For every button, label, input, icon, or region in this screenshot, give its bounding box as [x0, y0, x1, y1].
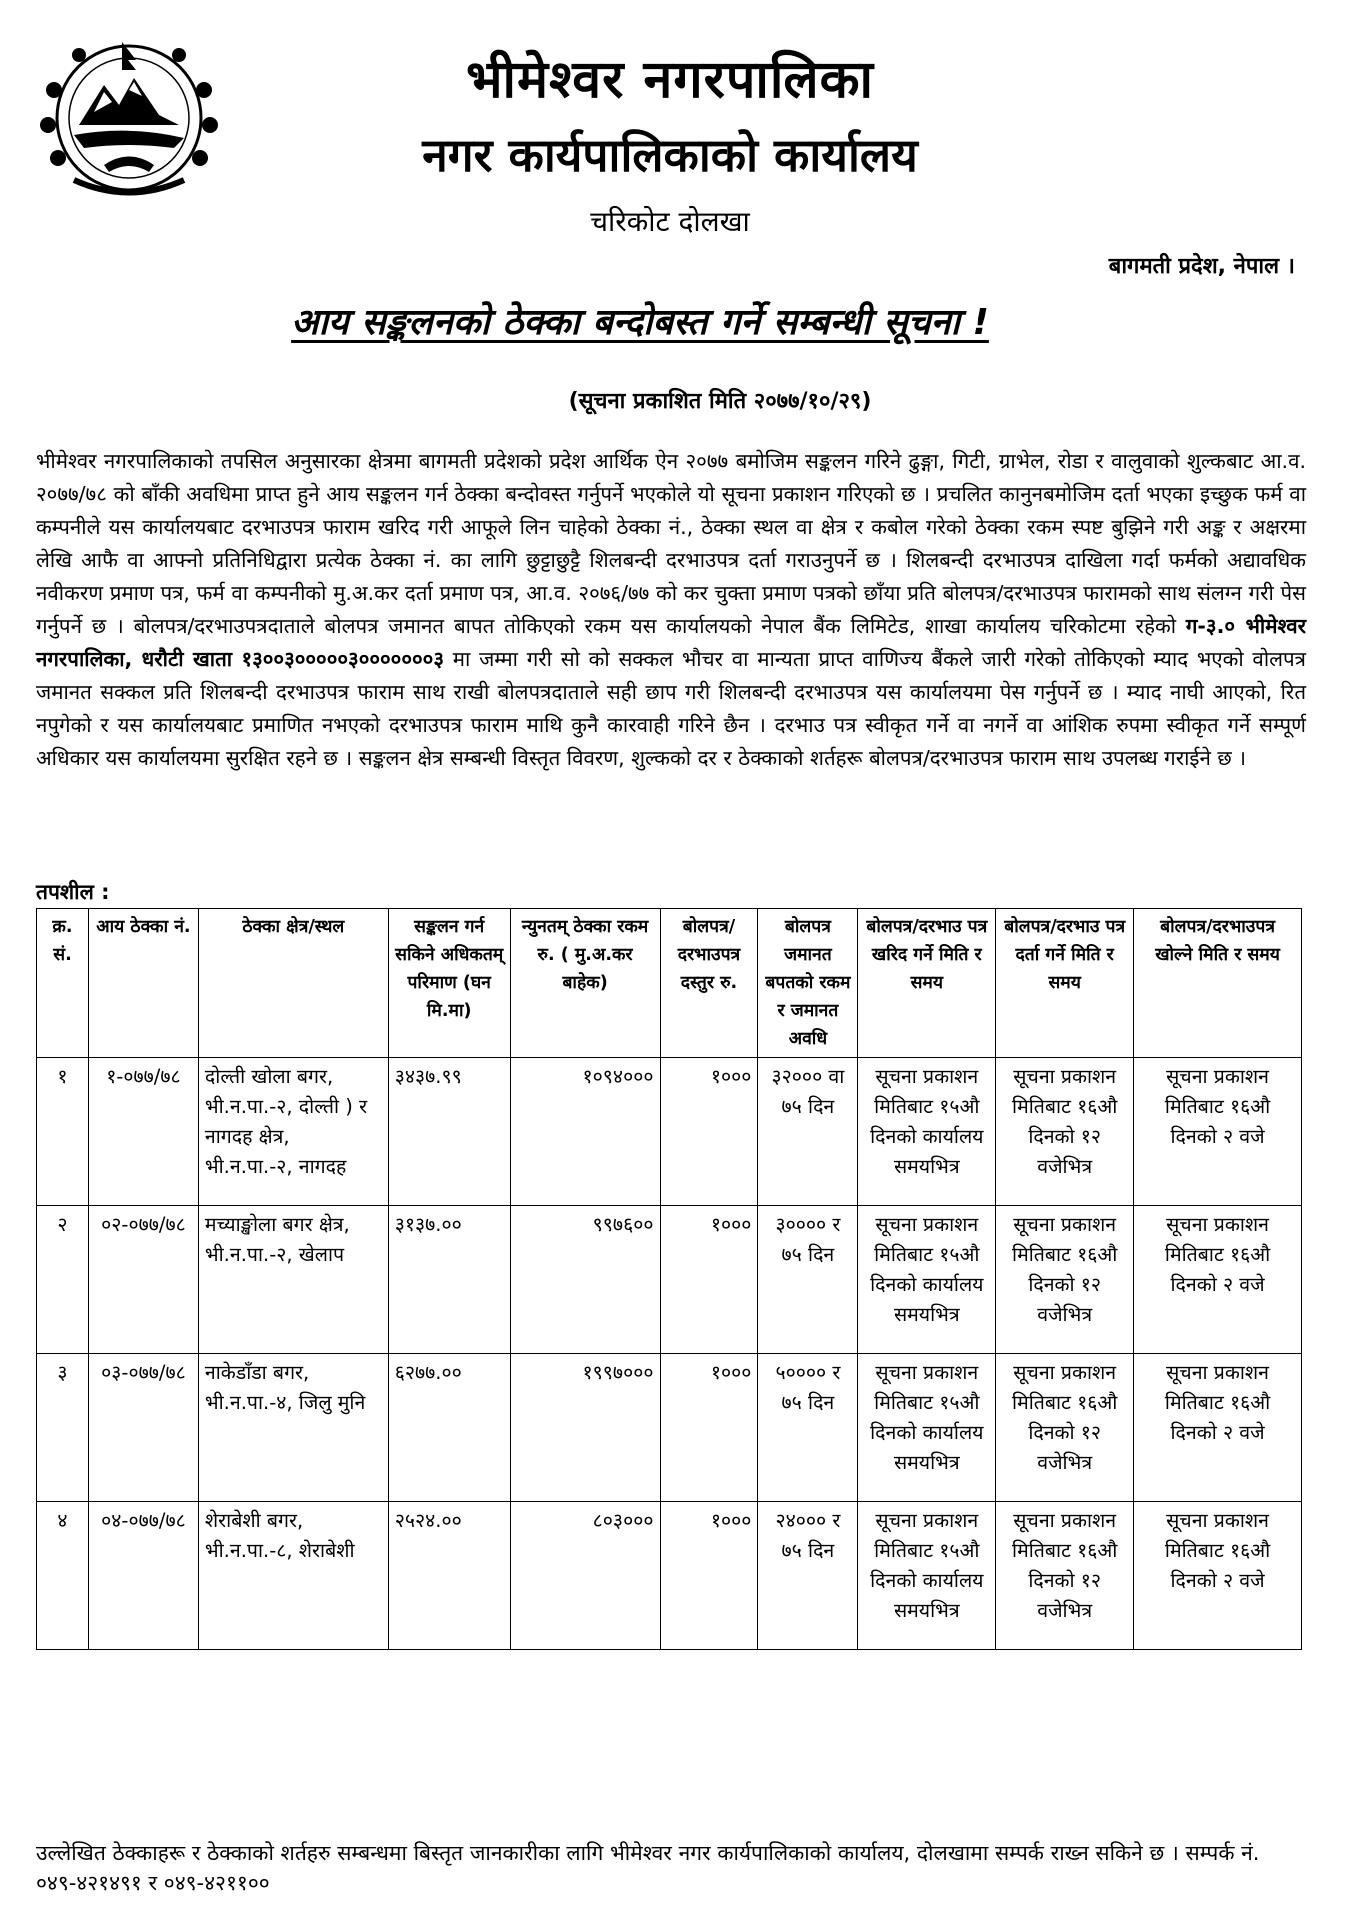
table-row	[37, 1354, 1302, 1502]
notice-title: आय सङ्कलनको ठेक्का बन्दोबस्त गर्ने सम्बन्धी सूचना !	[291, 302, 989, 343]
header-fee: बोलपत्र/दरभाउपत्र दस्तुर रु.	[660, 909, 758, 1058]
notice-body-account: ग-३.० भीमेश्वर नगरपालिका, धरौटी खाता १३००३०००००३०००००००३	[36, 614, 1306, 671]
cell-area: दोल्ती खोला बगर, भी.न.पा.-२, दोल्ती ) र नागदह क्षेत्र, भी.न.पा.-२, नागदह	[198, 1058, 388, 1206]
office-location: चरिकोट दोलखा	[590, 205, 750, 238]
table-caption: तपशील :	[36, 880, 110, 904]
contract-table	[36, 908, 1302, 1650]
header-serial: क्र. सं.	[37, 909, 89, 1058]
cell-min-amount: ८०३०००	[510, 1502, 660, 1650]
notice-body-part2: मा जम्मा गरी सो को सक्कल भौचर वा मान्यता प्राप्त वाणिज्य बैंकले जारी गरेको तोकिएको म्याद भएको वोलपत्र जमानत सक्कल प्रति शिलबन्दी दरभाउपत्र फाराम साथ राखी बोलपत्रदाताले सही छाप गरी शिलबन्दी दरभाउपत्र यस कार्यालयमा पेस गर्नुपर्ने छ । म्याद नाघी आएको, रित नपुगेको र यस कार्यालयबाट प्रमाणित नभएको दरभाउपत्र फाराम माथि कुनै कारवाही गरिने छैन । दरभाउ पत्र स्वीकृत गर्ने वा नगर्ने वा आंशिक रुपमा स्वीकृत गर्ने सम्पूर्ण अधिकार यस कार्यालयमा सुरक्षित रहने छ । सङ्कलन क्षेत्र सम्बन्धी विस्तृत विवरण, शुल्कको दर र ठेक्काको शर्तहरू बोलपत्र/दरभाउपत्र फाराम साथ उपलब्ध गराईने छ ।	[36, 647, 1306, 770]
header-max-quantity: सङ्कलन गर्न सकिने अधिकतम् परिमाण (घन मि.मा)	[388, 909, 510, 1058]
notice-body	[36, 445, 1306, 775]
cell-max-quantity: ३१३७.००	[388, 1206, 510, 1354]
table-row	[37, 1058, 1302, 1206]
cell-fee: १०००	[660, 1206, 758, 1354]
cell-max-quantity: ६२७७.००	[388, 1354, 510, 1502]
cell-area: नाकेडाँडा बगर, भी.न.पा.-४, जिलु मुनि	[198, 1354, 388, 1502]
cell-bid-bond: ३०००० र ७५ दिन	[758, 1206, 858, 1354]
cell-max-quantity: ३४३७.९९	[388, 1058, 510, 1206]
cell-fee: १०००	[660, 1354, 758, 1502]
footer-contact: उल्लेखित ठेक्काहरू र ठेक्काको शर्तहरु सम्बन्धमा बिस्तृत जानकारीका लागि भीमेश्वर नगर कार्यपालिकाको कार्यालय, दोलखामा सम्पर्क राख्न सकिने छ । सम्पर्क नं. ०४९-४२१४९१ र ०४९-४२११००	[36, 1841, 1260, 1895]
notice-body-part1: भीमेश्वर नगरपालिकाको तपसिल अनुसारका क्षेत्रमा बागमती प्रदेशको प्रदेश आर्थिक ऐन २०७७ बमोजिम सङ्कलन गरिने ढुङ्गा, गिटी, ग्राभेल, रोडा र वालुवाको शुल्कबाट आ.व. २०७७/७८ को बाँकी अवधिमा प्राप्त हुने आय सङ्कलन गर्न ठेक्का बन्दोवस्त गर्नुपर्ने भएकोले यो सूचना प्रकाशन गरिएको छ । प्रचलित कानुनबमोजिम दर्ता भएका इच्छुक फर्म वा कम्पनीले यस कार्यालयबाट दरभाउपत्र फाराम खरिद गरी आफूले लिन चाहेको ठेक्का नं., ठेक्का स्थल वा क्षेत्र र कबोल गरेको ठेक्का रकम स्पष्ट बुझिने गरी अङ्क र अक्षरमा लेखि आफै वा आफ्नो प्रतिनिधिद्वारा प्रत्येक ठेक्का नं. का लागि छुट्टाछुट्टै शिलबन्दी दरभाउपत्र दर्ता गराउनुपर्ने छ । शिलबन्दी दरभाउपत्र दाखिला गर्दा फर्मको अद्यावधिक नवीकरण प्रमाण पत्र, फर्म वा कम्पनीको मु.अ.कर दर्ता प्रमाण पत्र, आ.व. २०७६/७७ को कर चुक्ता प्रमाण पत्रको छाँया प्रति बोलपत्र/दरभाउपत्र फारामको साथ संलग्न गरी पेस गर्नुपर्ने छ । बोलपत्र/दरभाउपत्रदाताले बोलपत्र जमानत बापत तोकिएको रकम यस कार्यालयको नेपाल बैंक लिमिटेड, शाखा कार्यालय चरिकोटमा रहेको	[36, 449, 1307, 638]
cell-opening-date: सूचना प्रकाशन मितिबाट १६औ दिनको २ वजे	[1134, 1502, 1302, 1650]
header-min-amount: न्युनतम् ठेक्का रकम रु. ( मु.अ.कर बाहेक)	[510, 909, 660, 1058]
header-contract-no: आय ठेक्का नं.	[88, 909, 198, 1058]
header-opening-date: बोलपत्र/दरभाउपत्र खोल्ने मिति र समय	[1134, 909, 1302, 1058]
cell-serial: १	[37, 1058, 89, 1206]
cell-serial: ३	[37, 1354, 89, 1502]
cell-bid-bond: २४००० र ७५ दिन	[758, 1502, 858, 1650]
cell-min-amount: १०९४०००	[510, 1058, 660, 1206]
cell-contract-no: ०४-०७७/७८	[88, 1502, 198, 1650]
nepal-emblem-icon	[34, 30, 224, 205]
header-register-date: बोलपत्र/दरभाउ पत्र दर्ता गर्ने मिति र समय	[996, 909, 1134, 1058]
cell-purchase-date: सूचना प्रकाशन मितिबाट १५औ दिनको कार्यालय समयभित्र	[858, 1058, 996, 1206]
cell-contract-no: १-०७७/७८	[88, 1058, 198, 1206]
cell-purchase-date: सूचना प्रकाशन मितिबाट १५औ दिनको कार्यालय समयभित्र	[858, 1354, 996, 1502]
office-name: नगर कार्यपालिकाको कार्यालय	[422, 128, 918, 182]
cell-contract-no: ०३-०७७/७८	[88, 1354, 198, 1502]
table-header-row	[37, 909, 1302, 1058]
cell-max-quantity: २५२४.००	[388, 1502, 510, 1650]
header-bid-bond: बोलपत्र जमानत बपतको रकम र जमानत अवधि	[758, 909, 858, 1058]
cell-opening-date: सूचना प्रकाशन मितिबाट १६औ दिनको २ वजे	[1134, 1354, 1302, 1502]
cell-register-date: सूचना प्रकाशन मितिबाट १६औ दिनको १२ वजेभित्र	[996, 1354, 1134, 1502]
table-row	[37, 1206, 1302, 1354]
table-row	[37, 1502, 1302, 1650]
cell-min-amount: ९९७६००	[510, 1206, 660, 1354]
header-area: ठेक्का क्षेत्र/स्थल	[198, 909, 388, 1058]
letterhead	[0, 0, 1355, 240]
cell-fee: १०००	[660, 1502, 758, 1650]
cell-area: मच्याङ्खोला बगर क्षेत्र, भी.न.पा.-२, खेलाप	[198, 1206, 388, 1354]
cell-opening-date: सूचना प्रकाशन मितिबाट १६औ दिनको २ वजे	[1134, 1206, 1302, 1354]
cell-serial: ४	[37, 1502, 89, 1650]
cell-purchase-date: सूचना प्रकाशन मितिबाट १५औ दिनको कार्यालय समयभित्र	[858, 1206, 996, 1354]
published-date: (सूचना प्रकाशित मिति २०७७/१०/२९)	[568, 389, 872, 414]
province-line: बागमती प्रदेश, नेपाल ।	[1108, 254, 1295, 279]
cell-register-date: सूचना प्रकाशन मितिबाट १६औ दिनको १२ वजेभित्र	[996, 1206, 1134, 1354]
cell-area: शेराबेशी बगर, भी.न.पा.-८, शेराबेशी	[198, 1502, 388, 1650]
header-purchase-date: बोलपत्र/दरभाउ पत्र खरिद गर्ने मिति र समय	[858, 909, 996, 1058]
cell-purchase-date: सूचना प्रकाशन मितिबाट १५औ दिनको कार्यालय समयभित्र	[858, 1502, 996, 1650]
cell-contract-no: ०२-०७७/७८	[88, 1206, 198, 1354]
cell-register-date: सूचना प्रकाशन मितिबाट १६औ दिनको १२ वजेभित्र	[996, 1058, 1134, 1206]
cell-register-date: सूचना प्रकाशन मितिबाट १६औ दिनको १२ वजेभित्र	[996, 1502, 1134, 1650]
cell-min-amount: १९९७०००	[510, 1354, 660, 1502]
cell-serial: २	[37, 1206, 89, 1354]
municipality-name: भीमेश्वर नगरपालिका	[465, 50, 875, 110]
cell-bid-bond: ५०००० र ७५ दिन	[758, 1354, 858, 1502]
cell-opening-date: सूचना प्रकाशन मितिबाट १६औ दिनको २ वजे	[1134, 1058, 1302, 1206]
cell-fee: १०००	[660, 1058, 758, 1206]
cell-bid-bond: ३२००० वा ७५ दिन	[758, 1058, 858, 1206]
